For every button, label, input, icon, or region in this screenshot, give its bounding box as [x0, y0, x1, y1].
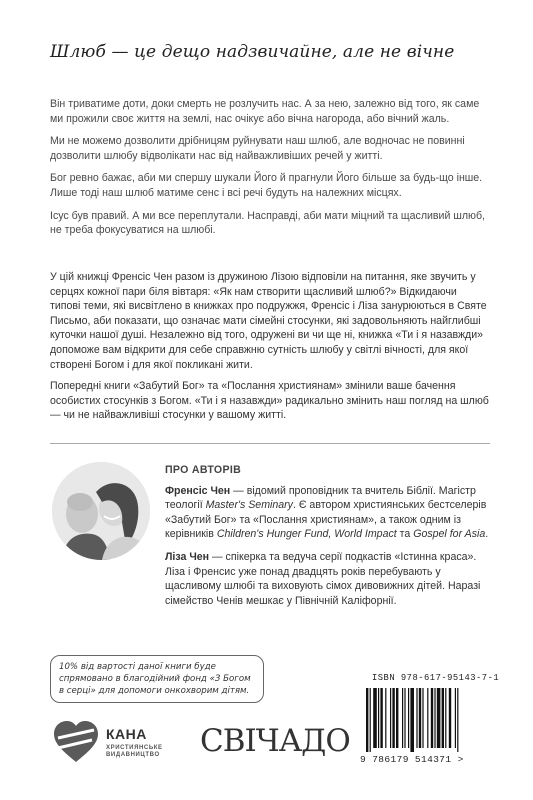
barcode-bar — [366, 688, 368, 752]
description-paragraph: У цій книжці Френсіс Чен разом із дружиною Лізою відповіли на питання, яке звучить у серцях кожної пари біля вівтаря: «Як нам створити щасливий шлюб?» Відкидаючи типові теми, які висвітлено в книжках про подружжя, Френсіс і Ліза занурюються в Святе Письмо, аби показати, що означає мати сімейні стосунки, які задовольняють найглибші куточки нашої душі. Незалежно від того, одружені ви чи ще ні, книжка «Ти і я назавжди» допоможе вам відкрити для себе справжню сутність шлюбу у світлі вічності, для якої створені Богом і для якої покликані жити. — [50, 271, 487, 371]
intro-paragraph: Він триватиме доти, доки смерть не розлучить нас. А за нею, залежно від того, як саме ми прожили своє життя на землі, нас очікує або вічна нагорода, або вічний жаль. — [50, 98, 480, 125]
barcode-bar — [404, 688, 405, 748]
kana-subtitle: ХРИСТИЯНСЬКЕ ВИДАВНИЦТВО — [106, 745, 163, 758]
intro-text — [50, 97, 490, 246]
kana-name: КАНА — [106, 726, 147, 742]
barcode-bar — [437, 688, 441, 748]
barcode-bar — [408, 688, 409, 748]
barcode-bar — [392, 688, 394, 748]
barcode-bar — [434, 688, 435, 748]
barcode-bar — [445, 688, 446, 748]
barcode-bar — [457, 688, 458, 752]
author-name: Френсіс Чен — [165, 484, 231, 497]
authors-heading: ПРО АВТОРІВ — [165, 464, 242, 476]
barcode-bar — [390, 688, 391, 748]
barcode-bar — [385, 688, 386, 748]
barcode — [364, 688, 492, 752]
kana-heart-icon — [50, 718, 102, 766]
svichado-publisher-logo: СВІЧАДО — [200, 723, 350, 759]
barcode-bar — [442, 688, 444, 748]
intro-paragraph: Бог ревно бажає, аби ми спершу шукали Його й прагнули Його більше за будь-що інше. Лише тоді наш шлюб матиме сенс і всі речі будуть на належних місцях. — [50, 172, 483, 199]
author-lisa: Ліза Чен — спікерка та ведуча серії подкастів «Істинна краса». Ліза і Френсис уже понад двадцять років перебувають у щасливому шлюбі та виховують сімох дивовижних дітей. Наразі сімейство Ченів мешкає у Північній Каліфорнії. — [165, 550, 481, 607]
authors-photo — [52, 462, 150, 560]
barcode-bar — [427, 688, 428, 748]
barcode-number: 9 786179 514371 > — [360, 754, 464, 765]
isbn-number: ISBN 978-617-95143-7-1 — [372, 673, 500, 683]
barcode-bar — [396, 688, 398, 748]
barcode-bar — [410, 688, 414, 752]
book-description — [50, 270, 490, 430]
barcode-bar — [431, 688, 433, 748]
intro-paragraph: Ісус був правий. А ми все переплутали. Насправді, аби мати міцний та щасливий шлюб, не треба фокусуватися на шлюбі. — [50, 209, 485, 237]
barcode-bar — [455, 688, 456, 748]
barcode-bar — [419, 688, 421, 748]
barcode-bar — [402, 688, 403, 748]
barcode-bar — [380, 688, 382, 748]
barcode-bar — [449, 688, 451, 748]
author-francis: Френсіс Чен — відомий проповідник та вчитель Біблії. Магістр теології Master's Seminary. Є автором християнських бестселерів «Забутий Бог» та «Послання християнам», а також одним із керівників Children's Hunger Fund, World Impact та Gospel for Asia. — [165, 484, 489, 541]
page-title: Шлюб — це дещо надзвичайне, але не вічне — [50, 42, 455, 62]
barcode-bar — [378, 688, 379, 748]
description-paragraph: Попередні книги «Забутий Бог» та «Послання християнам» змінили ваше бачення особистих стосунків з Богом. «Ти і я назавжди» радикально змінить наш погляд на шлюб — чи не найважливіші стосунки у вашому житті. — [50, 380, 489, 422]
barcode-bar — [370, 688, 371, 752]
intro-paragraph: Ми не можемо дозволити дрібницям руйнувати наш шлюб, але водночас не повинні дозволити шлюбу відволікати нас від найважливіших речей у житті. — [50, 135, 465, 162]
about-authors — [165, 463, 490, 616]
kana-publisher-logo — [50, 718, 163, 768]
divider — [50, 443, 490, 444]
author-name: Ліза Чен — [165, 550, 210, 563]
barcode-bar — [416, 688, 417, 748]
barcode-bar — [373, 688, 377, 748]
authors-photo-image — [52, 462, 150, 560]
charity-note: 10% від вартості даної книги буде спрямовано в благодійний фонд «З Богом в серці» для допомоги онкохворим дітям. — [50, 655, 264, 703]
barcode-bar — [422, 688, 423, 748]
